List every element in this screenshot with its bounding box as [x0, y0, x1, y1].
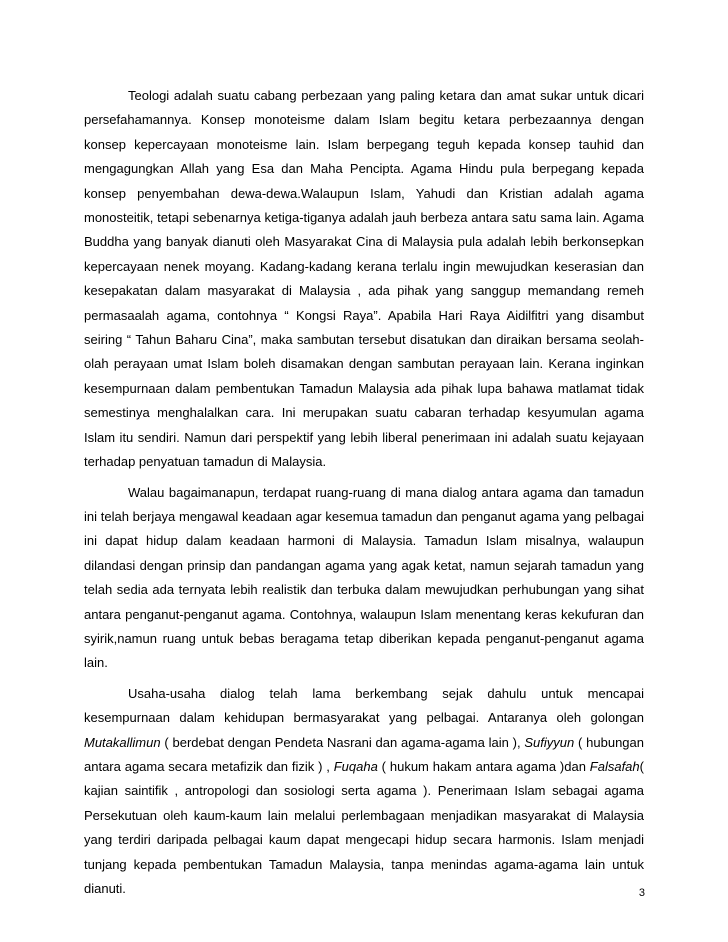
paragraph-text: Usaha-usaha dialog telah lama berkembang sejak dahulu untuk mencapai kesempurnaan dalam kehidupan bermasyarakat yang pelbagai. Antaranya oleh golongan [84, 685, 644, 726]
paragraph-text: Teologi adalah suatu cabang perbezaan yang paling ketara dan amat sukar untuk dicari persefahamannya. Konsep monoteisme dalam Islam begitu ketara perbezaannya dengan konsep kepercayaan monoteisme lain. Islam berpegang teguh kepada konsep tauhid dan mengagungkan Allah yang Esa dan Maha Pencipta. Agama Hindu pula berpegang kepada konsep penyembahan dewa-dewa.Walaupun Islam, Yahudi dan Kristian adalah agama monosteitik, tetapi sebenarnya ketiga-tiganya adalah jauh berbeza antara satu sama lain. Agama Buddha yang banyak dianuti oleh Masyarakat Cina di Malaysia pula adalah lebih berkonsepkan kepercayaan nenek moyang. Kadang-kadang kerana terlalu ingin mewujudkan keserasian dan kesepakatan dalam masyarakat di Malaysia , ada pihak yang sanggup memandang remeh permasaalah agama, contohnya “ Kongsi Raya”. Apabila Hari Raya Aidilfitri yang disambut seiring “ Tahun Baharu Cina”, maka sambutan tersebut disatukan dan diraikan bersama seolah-olah perayaan umat Islam boleh disamakan dengan sambutan perayaan lain. Kerana inginkan kesempurnaan dalam pembentukan Tamadun Malaysia ada pihak lupa bahawa matlamat tidak semestinya menghalalkan cara. Ini merupakan suatu cabaran terhadap kesyumulan agama Islam itu sendiri. Namun dari perspektif yang lebih liberal penerimaan ini adalah suatu kejayaan terhadap penyatuan tamadun di Malaysia. [84, 88, 644, 470]
paragraph-text: Walau bagaimanapun, terdapat ruang-ruang di mana dialog antara agama dan tamadun ini telah berjaya mengawal keadaan agar kesemua tamadun dan penganut agama yang pelbagai ini dapat hidup dalam keadaan harmoni di Malaysia. Tamadun Islam misalnya, walaupun dilandasi dengan prinsip dan pandangan agama yang agak ketat, namun sejarah tamadun yang telah sedia ada ternyata lebih realistik dan terbuka dalam mewujudkan perhubungan yang sihat antara penganut-penganut agama. Contohnya, walaupun Islam menentang keras kekufuran dan syirik,namun ruang untuk bebas beragama tetap diberikan kepada penganut-penganut agama lain. [84, 484, 644, 671]
paragraph-text: ( hukum hakam antara agama )dan [377, 758, 590, 774]
term-sufiyyun: Sufiyyun [524, 734, 575, 750]
term-mutakallimun: Mutakallimun [84, 734, 161, 750]
body-text [84, 84, 644, 907]
paragraph-dialogue [84, 481, 644, 676]
page-number: 3 [638, 887, 645, 899]
paragraph-text: ( kajian saintifik , antropologi dan sosiologi serta agama ). Penerimaan Islam sebagai agama Persekutuan oleh kaum-kaum lain melalui perlembagaan menjadikan masyarakat di Malaysia yang terdiri daripada pelbagai kaum dapat mengecapi hidup secara harmonis. Islam menjadi tunjang kepada pembentukan Tamadun Malaysia, tanpa menindas agama-agama lain untuk dianuti. [84, 758, 644, 896]
term-falsafah: Falsafah [589, 758, 640, 774]
paragraph-theology [84, 84, 644, 475]
term-fuqaha: Fuqaha [333, 758, 378, 774]
paragraph-dialogue-efforts [84, 682, 644, 902]
paragraph-text: ( berdebat dengan Pendeta Nasrani dan agama-agama lain ), [160, 734, 525, 750]
paragraph-text: ( hubungan antara agama secara metafizik dan fizik ) , [84, 734, 644, 774]
